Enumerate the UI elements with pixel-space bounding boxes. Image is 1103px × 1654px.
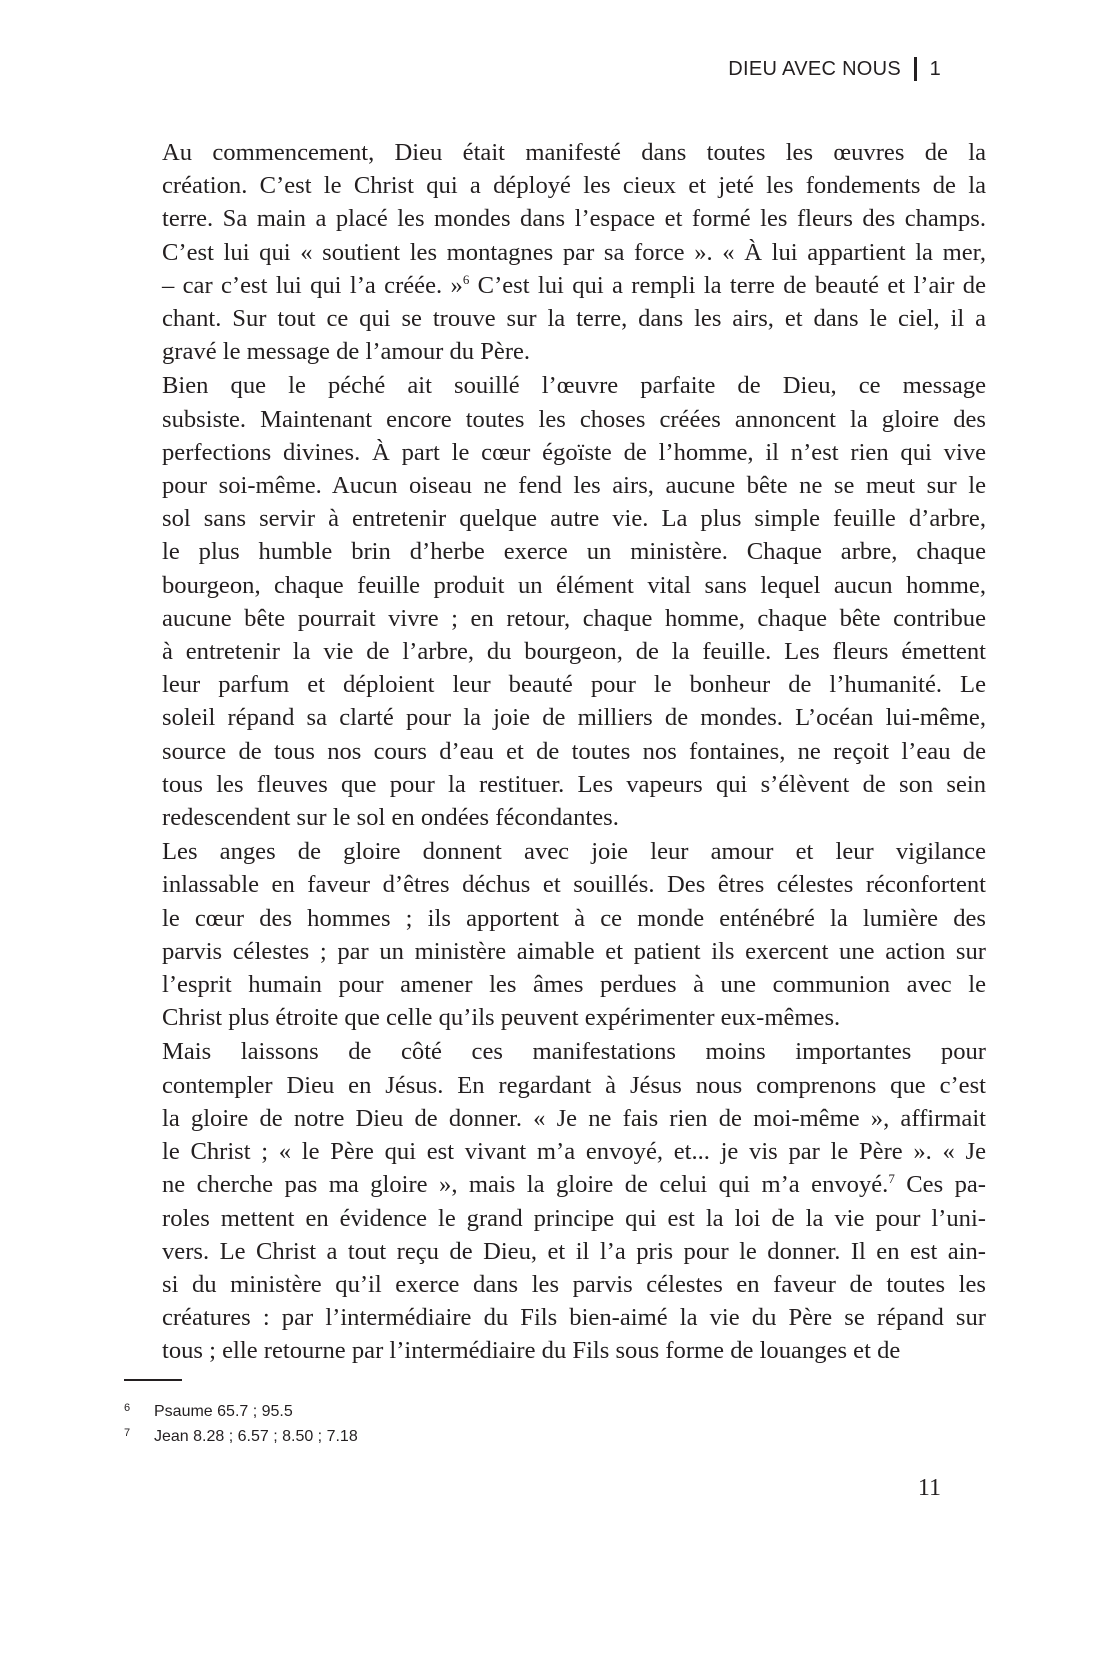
text-line: inlassable en faveur d’êtres déchus et souillés. Des êtres célestes réconfortent xyxy=(162,871,986,899)
paragraph xyxy=(124,835,986,1034)
footnote-rule xyxy=(124,1379,182,1381)
paragraph xyxy=(124,136,986,368)
text-line xyxy=(124,269,986,302)
footnote-number: 7 xyxy=(124,1427,131,1439)
text-line: création. C’est le Christ qui a déployé les cieux et jeté les fondements de la xyxy=(162,172,986,200)
running-header xyxy=(728,56,941,82)
text-line: gravé le message de l’amour du Père. xyxy=(162,338,531,366)
text-line: contempler Dieu en Jésus. En regardant à Jésus nous comprenons que c’est xyxy=(162,1071,986,1099)
text-line: chant. Sur tout ce qui se trouve sur la terre, dans les airs, et dans le ciel, il a xyxy=(162,305,986,333)
text-line: vers. Le Christ a tout reçu de Dieu, et il l’a pris pour le donner. Il en est ain- xyxy=(162,1237,986,1265)
text-line: bourgeon, chaque feuille produit un élément vital sans lequel aucun homme, xyxy=(162,571,986,599)
text-line: aucune bête pourrait vivre ; en retour, chaque homme, chaque bête contribue xyxy=(162,604,986,632)
text-line xyxy=(124,1168,986,1201)
text-segment: – car c’est lui qui l’a créée. » xyxy=(162,271,463,299)
text-line: le plus humble brin d’herbe exerce un ministère. Chaque arbre, chaque xyxy=(162,538,986,566)
text-line: Bien que le péché ait souillé l’œuvre parfaite de Dieu, ce message xyxy=(162,372,986,400)
text-line: si du ministère qu’il exerce dans les parvis célestes en faveur de toutes les xyxy=(162,1270,986,1298)
text-line: le Christ ; « le Père qui est vivant m’a envoyé, et... je vis par le Père ». « Je xyxy=(162,1138,986,1166)
footnote-text: Jean 8.28 ; 6.57 ; 8.50 ; 7.18 xyxy=(154,1428,358,1445)
text-line: créatures : par l’intermédiaire du Fils bien-aimé la vie du Père se répand sur xyxy=(162,1304,986,1332)
footnote-reference: 7 xyxy=(888,1171,895,1187)
footnote-item xyxy=(124,1424,358,1449)
text-line: Au commencement, Dieu était manifesté dans toutes les œuvres de la xyxy=(162,139,986,166)
footnote-item xyxy=(124,1399,358,1424)
paragraph xyxy=(124,369,986,834)
text-line: le cœur des hommes ; ils apportent à ce monde enténébré la lumière des xyxy=(162,904,986,932)
text-segment: C’est lui qui a rempli la terre de beauté et l’air de xyxy=(469,271,986,299)
text-line: pour soi-même. Aucun oiseau ne fend les airs, aucune bête ne se meut sur le xyxy=(162,472,986,500)
text-line: sol sans servir à entretenir quelque autre vie. La plus simple feuille d’arbre, xyxy=(162,505,986,533)
footnote-reference: 6 xyxy=(462,271,470,287)
footnotes xyxy=(124,1399,358,1449)
footnote-text: Psaume 65.7 ; 95.5 xyxy=(154,1403,293,1420)
text-line: tous ; elle retourne par l’intermédiaire du Fils sous forme de louanges et de xyxy=(162,1337,901,1365)
header-separator xyxy=(914,57,917,81)
body-text xyxy=(124,136,986,1368)
text-line: Christ plus étroite que celle qu’ils peuvent expérimenter eux-mêmes. xyxy=(162,1004,841,1032)
footnote-number: 6 xyxy=(124,1402,131,1414)
text-line: perfections divines. À part le cœur égoïste de l’homme, il n’est rien qui vive xyxy=(162,438,986,466)
paragraph xyxy=(124,1035,986,1367)
chapter-number: 1 xyxy=(929,58,941,80)
text-line: redescendent sur le sol en ondées fécondantes. xyxy=(162,804,619,832)
running-title: DIEU AVEC NOUS xyxy=(728,58,902,80)
text-line: parvis célestes ; par un ministère aimable et patient ils exercent une action sur xyxy=(162,937,986,965)
text-line: la gloire de notre Dieu de donner. « Je ne fais rien de moi-même », affirmait xyxy=(162,1104,986,1132)
text-line: tous les fleuves que pour la restituer. Les vapeurs qui s’élèvent de son sein xyxy=(162,770,986,798)
text-line: Les anges de gloire donnent avec joie leur amour et leur vigilance xyxy=(162,838,986,866)
text-segment: ne cherche pas ma gloire », mais la gloire de celui qui m’a envoyé. xyxy=(162,1171,889,1199)
text-segment: Ces pa- xyxy=(894,1171,986,1199)
text-line: Mais laissons de côté ces manifestations moins importantes pour xyxy=(162,1038,986,1066)
text-line: terre. Sa main a placé les mondes dans l’espace et formé les fleurs des champs. xyxy=(162,205,986,233)
text-line: roles mettent en évidence le grand principe qui est la loi de la vie pour l’uni- xyxy=(162,1204,986,1232)
text-line: leur parfum et déploient leur beauté pour le bonheur de l’humanité. Le xyxy=(162,671,986,699)
page-number: 11 xyxy=(917,1475,941,1501)
text-line: subsiste. Maintenant encore toutes les choses créées annoncent la gloire des xyxy=(162,405,986,433)
text-line: soleil répand sa clarté pour la joie de milliers de mondes. L’océan lui-même, xyxy=(162,704,986,732)
text-line: à entretenir la vie de l’arbre, du bourgeon, de la feuille. Les fleurs émettent xyxy=(162,638,986,666)
text-line: C’est lui qui « soutient les montagnes par sa force ». « À lui appartient la mer, xyxy=(162,238,986,266)
text-line: l’esprit humain pour amener les âmes perdues à une communion avec le xyxy=(162,971,986,999)
text-line: source de tous nos cours d’eau et de toutes nos fontaines, ne reçoit l’eau de xyxy=(162,737,986,765)
